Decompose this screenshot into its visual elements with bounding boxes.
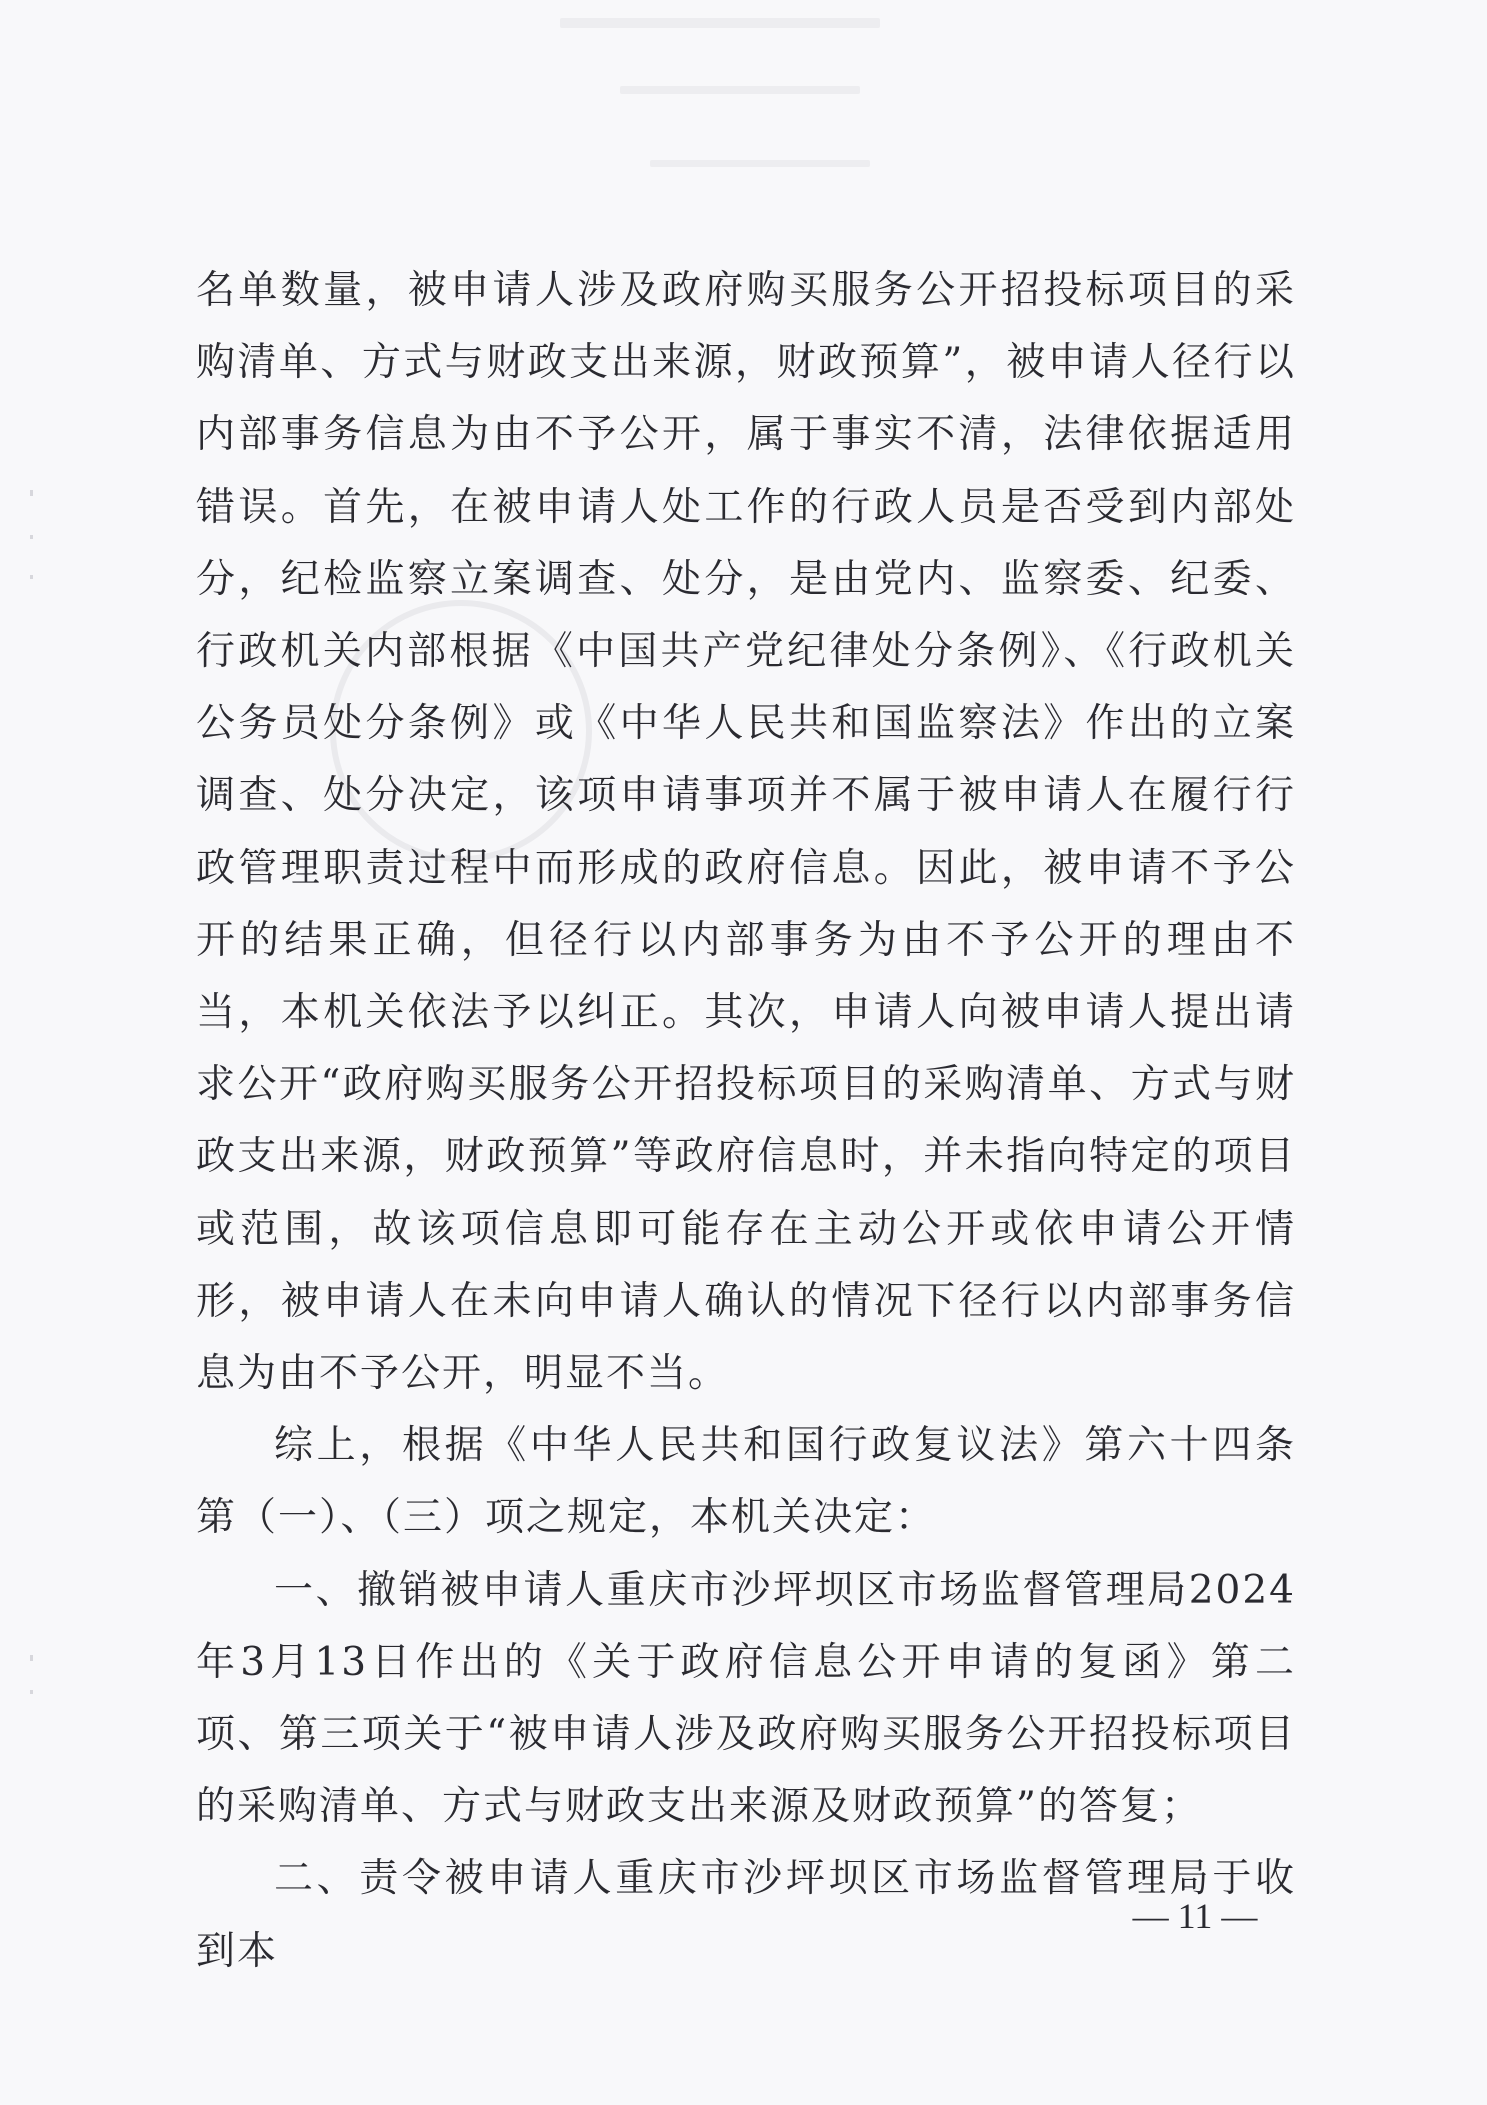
binding-mark xyxy=(30,535,33,539)
paragraph-conclusion: 综上，根据《中华人民共和国行政复议法》第六十四条第（一）、（三）项之规定，本机关决定： xyxy=(196,1423,1296,1541)
binding-mark xyxy=(30,575,33,579)
paragraph-continuation: 名单数量，被申请人涉及政府购买服务公开招投标项目的采购清单、方式与财政支出来源，财政预算”，被申请人径行以内部事务信息为由不予公开，属于事实不清，法律依据适用错误。首先，在被申请人处工作的行政人员是否受到内部处分，纪检监察立案调查、处分，是由党内、监察委、纪委、行政机关内部根据《中国共产党纪律处分条例》、《行政机关公务员处分条例》或《中华人民共和国监察法》作出的立案调查、处分决定，该项申请事项并不属于被申请人在履行行政管理职责过程中而形成的政府信息。因此，被申请不予公开的结果正确，但径行以内部事务为由不予公开的理由不当，本机关依法予以纠正。其次，申请人向被申请人提出请求公开“政府购买服务公开招投标项目的采购清单、方式与财政支出来源，财政预算”等政府信息时，并未指向特定的项目或范围，故该项信息即可能存在主动公开或依申请公开情形，被申请人在未向申请人确认的情况下径行以内部事务信息为由不予公开，明显不当。 xyxy=(196,268,1296,1397)
paragraph-decision-1: 一、撤销被申请人重庆市沙坪坝区市场监督管理局2024年3月13日作出的《关于政府信息公开申请的复函》第二项、第三项关于“被申请人涉及政府购买服务公开招投标项目的采购清单、方式与财政支出来源及财政预算”的答复； xyxy=(196,1567,1296,1830)
binding-mark xyxy=(30,1690,33,1694)
paragraph-decision-2: 二、责令被申请人重庆市沙坪坝区市场监督管理局于收到本 xyxy=(196,1856,1296,1974)
document-body xyxy=(196,255,1296,1988)
binding-mark xyxy=(30,1655,33,1661)
binding-mark xyxy=(30,490,33,496)
bleed-through-mark xyxy=(560,18,880,28)
page-number: — 11 — xyxy=(1132,1896,1258,1936)
bleed-through-mark xyxy=(650,160,870,167)
bleed-through-mark xyxy=(620,86,860,94)
